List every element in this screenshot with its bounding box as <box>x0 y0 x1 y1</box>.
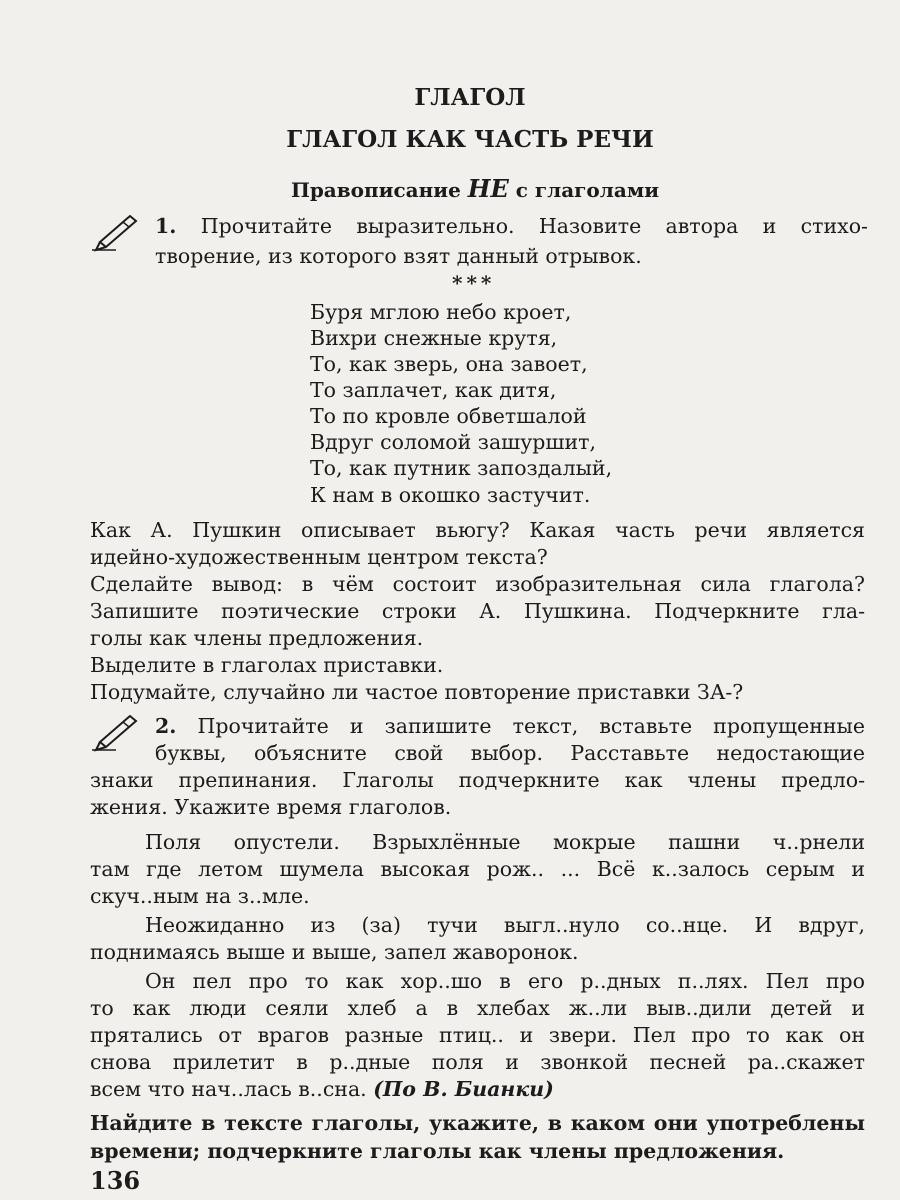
text-line: Он пел про то как хор..шо в его р..дных п..лях. Пел про <box>145 969 865 993</box>
text-line: Поля опустели. Взрыхлённые мокрые пашни ч..рнели <box>145 830 865 854</box>
chapter-title: ГЛАГОЛ <box>414 84 526 111</box>
text-line: скуч..ным на з..мле. <box>90 884 310 908</box>
chapter-subtitle: ГЛАГОЛ КАК ЧАСТЬ РЕЧИ <box>286 126 654 153</box>
text-line: то как люди сеяли хлеб а в хлебах ж..ли выв..дили детей и <box>90 996 865 1020</box>
text-source: (По В. Бианки) <box>373 1077 554 1101</box>
question-line: идейно-художественным центром текста? <box>90 545 548 569</box>
poem-line: То по кровле обветшалой <box>310 404 587 428</box>
text-line: поднимаясь выше и выше, запел жаворонок. <box>90 940 579 964</box>
poem-line: К нам в окошко застучит. <box>310 483 591 507</box>
poem-line: Буря мглою небо кроет, <box>310 300 572 324</box>
poem-line: То заплачет, как дитя, <box>310 378 557 402</box>
poem-line: Вдруг соломой зашуршит, <box>310 430 597 454</box>
question-line: Сделайте вывод: в чём состоит изобразительная сила глагола? <box>90 572 865 596</box>
section-title <box>0 174 900 203</box>
text-line: прятались от врагов разные птиц.. и звери. Пел про то как он <box>90 1023 865 1047</box>
task2-line-2: буквы, объясните свой выбор. Расставьте недостающие <box>155 741 865 765</box>
task1-text-1: Прочитайте выразительно. Назовите автора и стихо- <box>200 214 868 238</box>
section-title-prefix: Правописание <box>290 178 468 202</box>
text-line-end: всем что нач..лась в..сна. <box>90 1077 367 1101</box>
task2-line-1 <box>155 712 865 740</box>
task1-line-2: творение, из которого взят данный отрывок. <box>155 244 642 268</box>
section-title-suffix: с глаголами <box>508 178 660 202</box>
poem-line: То, как путник запоздалый, <box>310 456 613 480</box>
task2-text-1: Прочитайте и запишите текст, вставьте пропущенные <box>197 714 865 738</box>
text-line-last <box>90 1075 554 1103</box>
text-line: там где летом шумела высокая рож.. ... Всё к..залось серым и <box>90 857 865 881</box>
final-task-line: времени; подчеркните глаголы как члены предложения. <box>90 1139 785 1163</box>
page-number: 136 <box>90 1166 141 1195</box>
task1-number: 1. <box>155 214 177 238</box>
text-line: Неожиданно из (за) тучи выгл..нуло со..нце. И вдруг, <box>145 913 865 937</box>
task1-line-1 <box>155 212 868 240</box>
question-line: Выделите в глаголах приставки. <box>90 653 444 677</box>
pen-icon <box>90 208 142 252</box>
question-line: Запишите поэтические строки А. Пушкина. Подчеркните гла- <box>90 599 865 623</box>
question-line: голы как члены предложения. <box>90 626 424 650</box>
final-task-line: Найдите в тексте глаголы, укажите, в каком они употреблены <box>90 1111 865 1135</box>
poem-line: То, как зверь, она завоет, <box>310 352 588 376</box>
question-line: Подумайте, случайно ли частое повторение приставки ЗА-? <box>90 680 744 704</box>
task2-line-3: знаки препинания. Глаголы подчеркните как члены предло- <box>90 768 865 792</box>
poem-line: Вихри снежные крутя, <box>310 326 558 350</box>
task2-number: 2. <box>155 714 177 738</box>
poem-stars: *** <box>452 271 496 295</box>
text-line: снова прилетит в р..дные поля и звонкой песней ра..скажет <box>90 1050 865 1074</box>
task2-line-4: жения. Укажите время глаголов. <box>90 795 452 819</box>
question-line: Как А. Пушкин описывает вьюгу? Какая часть речи является <box>90 518 865 542</box>
pen-icon <box>90 708 142 752</box>
section-title-emph: НЕ <box>467 174 509 203</box>
